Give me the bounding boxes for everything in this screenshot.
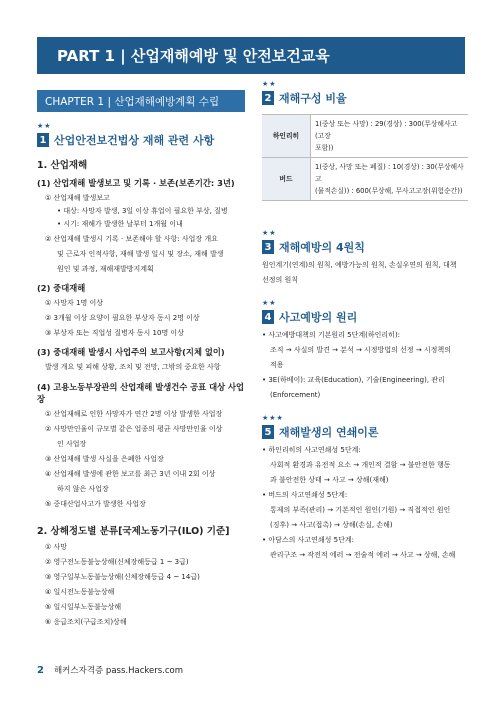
list-item: • 하인리히의 사고연쇄성 5단계: [262,446,361,454]
table-row-label: 하인리히 [262,115,311,158]
list-item: ③ 부상자 또는 직업성 질병자 동시 10명 이상 [45,329,184,337]
table-row-label: 버드 [262,158,311,201]
list-item: 인 사업장 [57,440,87,448]
list-item: • 사고예방대책의 기본원리 5단계(하인리히): [262,331,401,339]
subheading: (3) 중대재해 발생시 사업주의 보고사항(지체 없이) [37,347,225,357]
chapter-title: CHAPTER 1 | 산업재해예방계획 수립 [45,95,220,108]
list-item: 사회적 환경과 유전적 요소 → 개인적 결함 → 불안전한 행동 [270,461,451,469]
table-cell [311,115,469,158]
subheading: 1. 산업재해 [37,160,88,171]
list-item: 하지 않은 사업장 [57,485,109,493]
subheading: (1) 산업재해 발생보고 및 기록 · 보존(보존기간: 3년) [37,178,235,188]
list-item: ② 산업재해 발생시 기록 · 보존해야 할 사항: 사업장 개요 [45,235,218,243]
table-cell-line: (물적손실)) : 600(무상해, 무사고고장(위험순간)) [315,187,463,195]
list-item: 과 불안전한 상태 → 사고 → 상해(재해) [270,476,389,484]
section-number-box: 5 [262,425,274,439]
section-4-header [262,309,468,325]
list-item: • 대상: 사망자 발생, 3일 이상 휴업이 필요한 부상, 질병 [57,207,228,215]
table-row [262,115,468,158]
importance-stars: ★★ [262,229,277,237]
list-item: ① 산업재해로 인한 사망자가 연간 2명 이상 발생한 사업장 [45,410,223,418]
table-cell [311,158,469,201]
list-item: ① 산업재해 발생보고 [45,194,110,202]
table-row [262,158,468,201]
section-3-header [262,239,468,255]
list-item: ⑤ 일시일부노동불능상해 [45,603,122,611]
section-title: 재해발생의 연쇄이론 [279,426,379,439]
list-item: ② 사망만인율이 규모별 같은 업종의 평균 사망만인율 이상 [45,425,223,433]
list-item: ⑥ 응급조치(구급조치)상해 [45,618,127,626]
section-title: 사고예방의 원리 [279,311,358,324]
section-title: 재해구성 비율 [279,92,347,105]
left-column [37,122,247,629]
section-1-header [37,132,247,148]
list-item: • 3E(하베이): 교육(Education), 기술(Engineering), 관리 [262,376,445,384]
right-column [262,80,468,562]
paragraph-line: 선정의 원칙 [262,276,299,284]
section-title: 산업안전보건법상 재해 관련 사항 [54,134,215,147]
list-item: ② 3개월 이상 요양이 필요한 부상자 동시 2명 이상 [45,314,200,322]
list-item: 적용 [270,361,284,369]
list-item: ① 사망자 1명 이상 [45,299,103,307]
ratio-table [262,114,468,201]
table-cell-line: 포함)) [315,144,334,152]
table-cell-line: 1(중상 또는 사망) : 29(경상) : 300(무상해사고(고장 [315,120,458,140]
list-item: • 버드의 사고연쇄성 5단계: [262,491,348,499]
section-number-box: 2 [262,91,274,105]
importance-stars: ★★ [262,80,277,88]
section-5-header [262,424,468,440]
part-banner [37,37,465,74]
table-cell-line: 1(중상, 사망 또는 폐질) : 10(경상) : 30(무상해사고 [315,163,464,183]
list-item: 원인 및 과정, 재해재발방지계획 [57,265,154,273]
list-item: ③ 영구일부노동불능상해(신체장해등급 4 ~ 14급) [45,573,200,581]
list-item: • 시기: 재해가 발생한 날부터 1개월 이내 [57,220,183,228]
section-number-box: 1 [37,133,49,147]
footer-text: 해커스자격증 pass.Hackers.com [53,666,184,676]
section-number-box: 4 [262,310,274,324]
list-item: ② 영구전노동불능상해(신체장해등급 1 ~ 3급) [45,558,189,566]
list-item: (징후) → 사고(접촉) → 상해(손실, 손해) [270,521,393,529]
page-footer [37,664,183,676]
list-item: • 아담스의 사고연쇄성 5단계: [262,536,354,544]
list-item: 관리구조 → 작전적 에러 → 전술적 에러 → 사고 → 상해, 손해 [270,551,456,559]
list-item: ④ 일시전노동불능상해 [45,588,115,596]
list-item: ⑤ 중대산업사고가 발생한 사업장 [45,500,146,508]
section-2-header [262,90,468,106]
list-item: 통제의 부족(관리) → 기본적인 원인(기원) → 직접적인 원인 [270,506,451,514]
section-number-box: 3 [262,240,274,254]
chapter-title-box [37,90,245,112]
list-item: ④ 산업재해 발생에 관한 보고를 최근 3년 이내 2회 이상 [45,470,216,478]
subheading: 2. 상해정도별 분류[국제노동기구(ILO) 기준] [37,526,230,537]
importance-stars: ★★★ [262,414,284,422]
list-item: 및 근로자 인적사항, 재해 발생 일시 및 장소, 재해 발생 [57,250,224,258]
list-item: 발생 개요 및 피해 상황, 조치 및 전망, 그밖의 중요한 사항 [45,363,221,371]
part-title: PART 1 | 산업재해예방 및 안전보건교육 [57,47,330,65]
subheading: (4) 고용노동부장관의 산업재해 발생건수 공표 대상 사업장 [37,382,245,404]
importance-stars: ★★ [262,299,277,307]
page-number: 2 [37,664,44,676]
list-item: ① 사망 [45,543,68,551]
list-item: ③ 산업재해 발생 사실을 은폐한 사업장 [45,455,164,463]
paragraph-line: 원인계기(연계)의 원칙, 예방가능의 원칙, 손실우연의 원칙, 대책 [262,261,457,269]
list-item: (Enforcement) [270,391,321,399]
section-title: 재해예방의 4원칙 [279,241,365,254]
list-item: 조직 → 사실의 발견 → 분석 → 시정방법의 선정 → 시정책의 [270,346,451,354]
subheading: (2) 중대재해 [37,283,86,293]
importance-stars: ★★ [37,122,52,130]
